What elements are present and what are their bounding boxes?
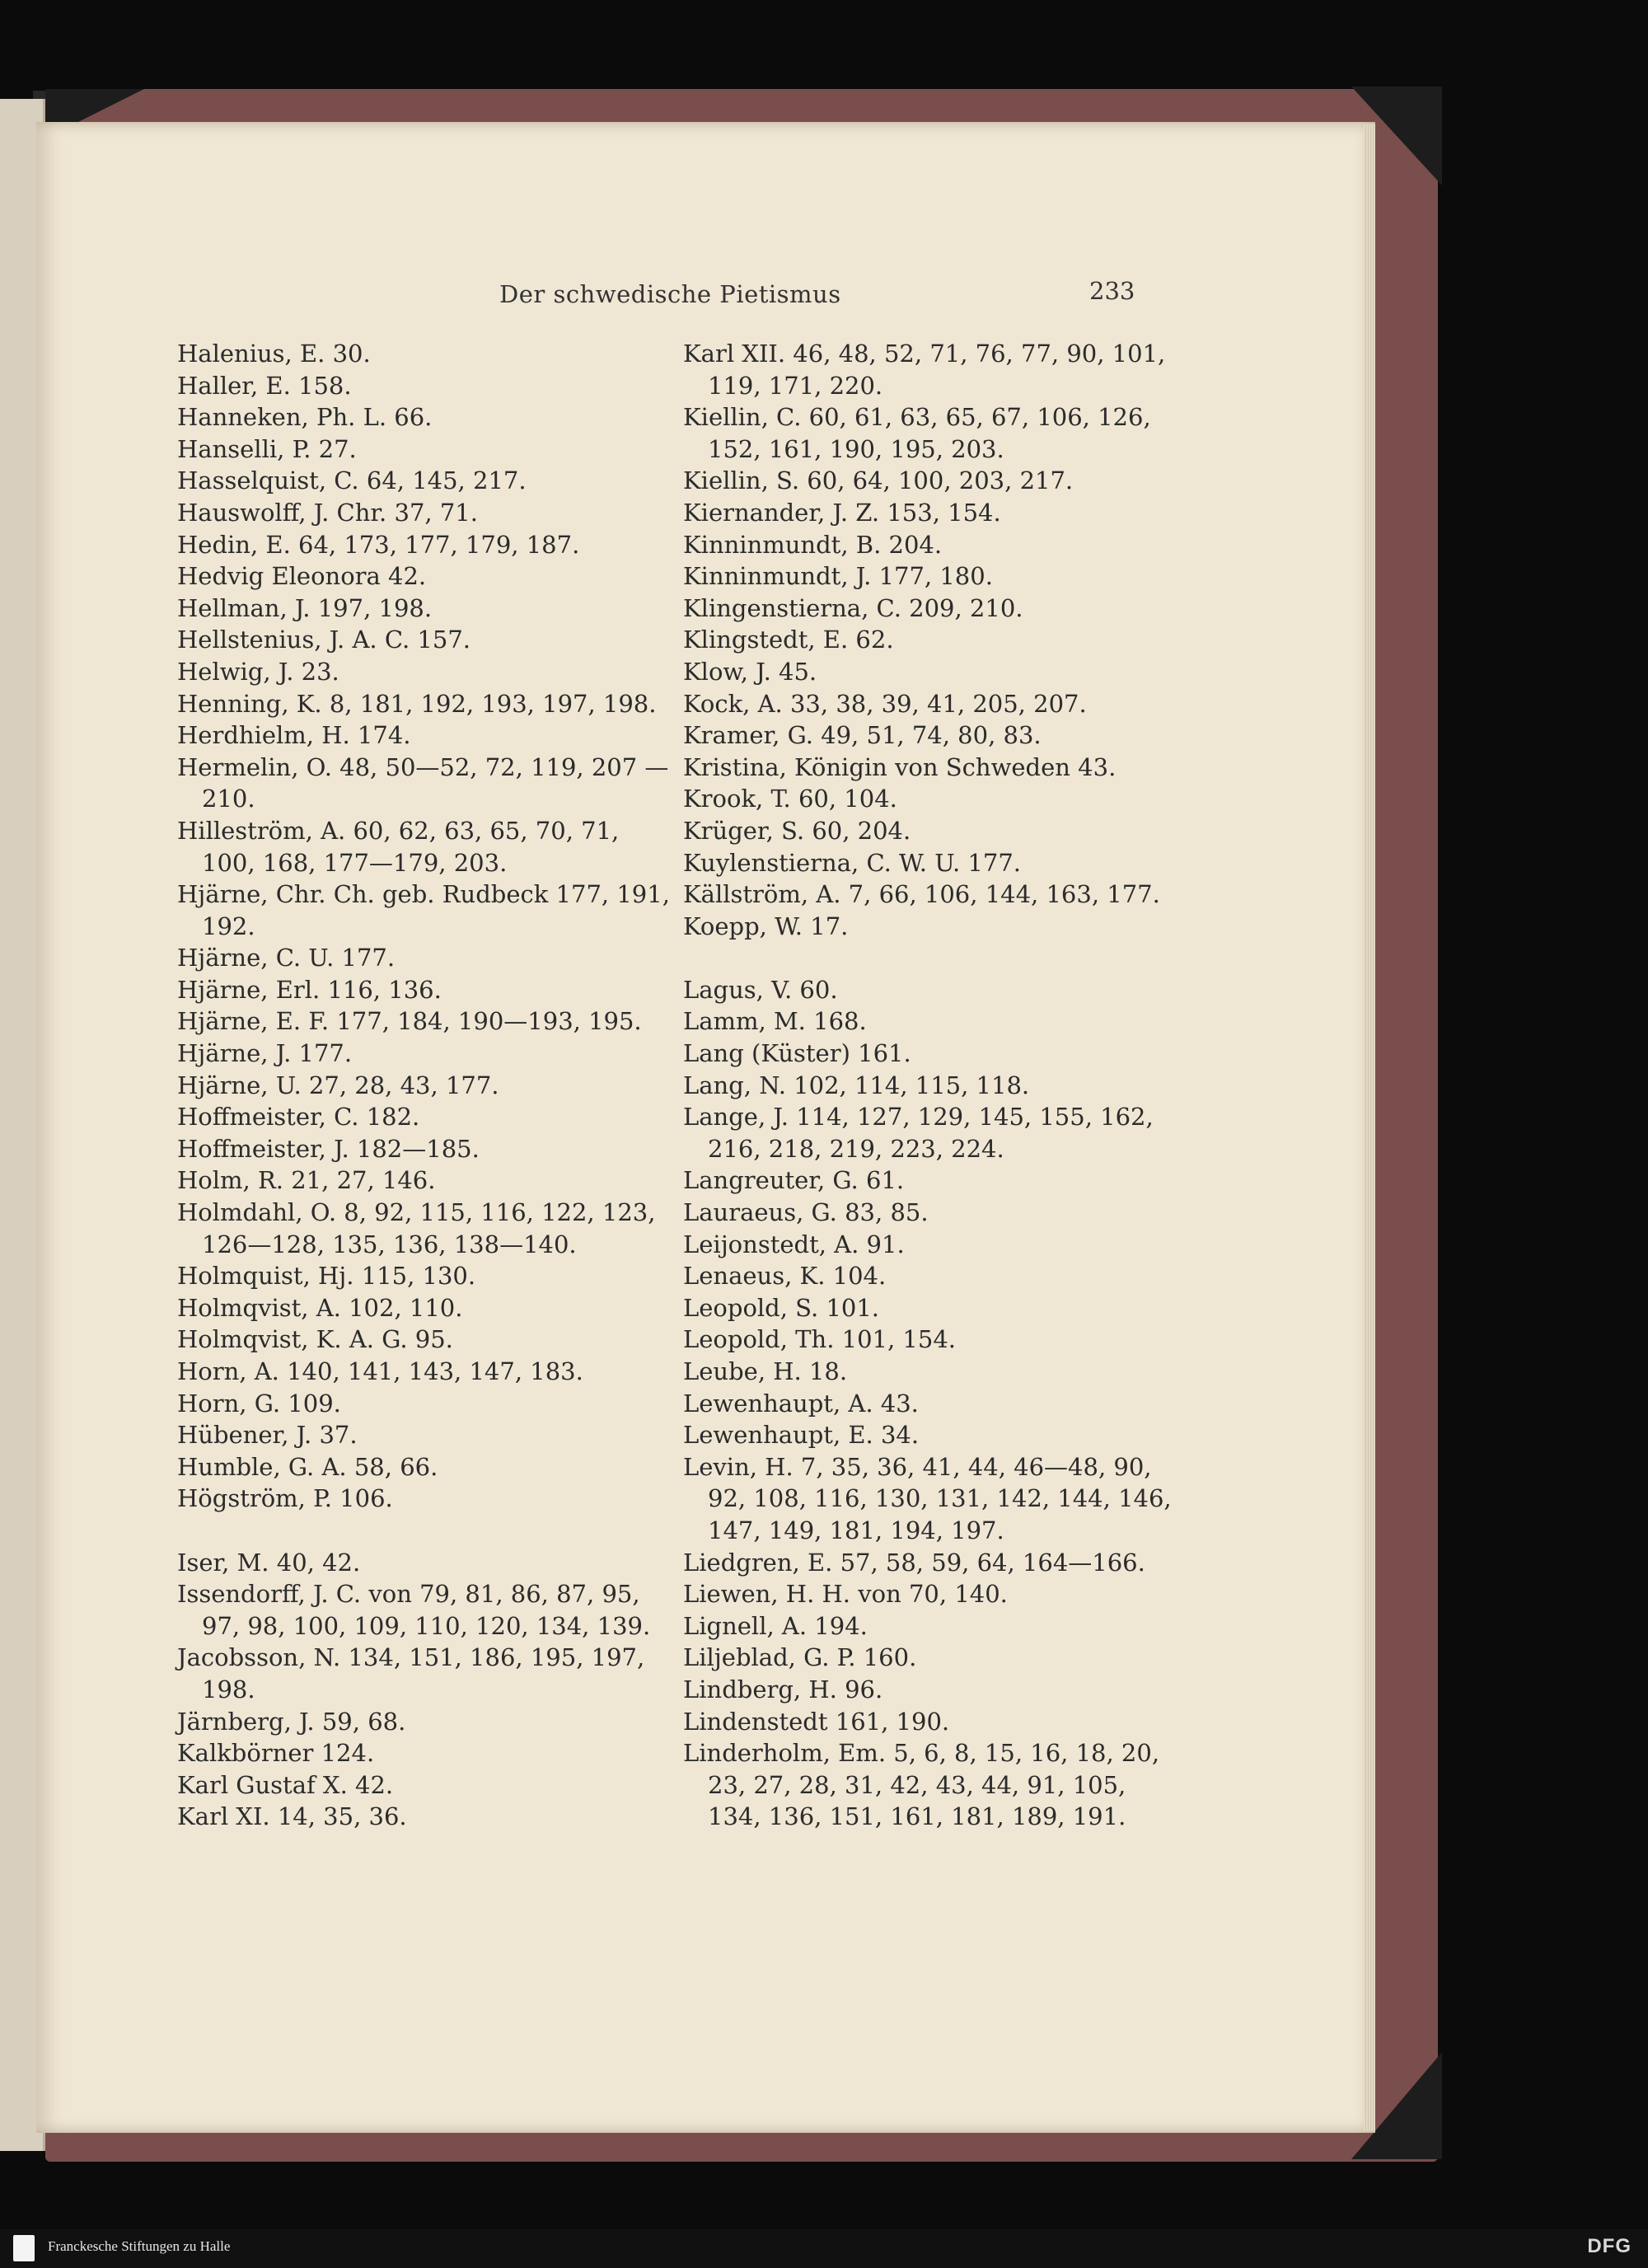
index-entry: Holmqvist, A. 102, 110.: [177, 1293, 463, 1322]
index-entry: Hjärne, J. 177.: [177, 1039, 353, 1068]
index-entry: Hjärne, E. F. 177, 184, 190—193, 195.: [177, 1007, 642, 1036]
index-entry: Lewenhaupt, A. 43.: [683, 1389, 919, 1418]
index-entry: Holmquist, Hj. 115, 130.: [177, 1262, 476, 1291]
page-number: 233: [1089, 277, 1135, 305]
index-entry: Holm, R. 21, 27, 146.: [177, 1166, 436, 1195]
index-entry: Klingstedt, E. 62.: [683, 626, 894, 654]
index-entry: Liedgren, E. 57, 58, 59, 64, 164—166.: [683, 1548, 1145, 1577]
index-entry: Karl Gustaf X. 42.: [177, 1770, 394, 1799]
index-entry: Kiellin, C. 60, 61, 63, 65, 67, 106, 126, 152, 161, 190, 195, 203.: [683, 403, 1151, 463]
institution-logo-icon: [13, 2235, 35, 2261]
index-entry: Lang, N. 102, 114, 115, 118.: [683, 1071, 1030, 1099]
index-entry: Hasselquist, C. 64, 145, 217.: [177, 466, 527, 495]
index-entry: Kinninmundt, B. 204.: [683, 530, 943, 559]
index-entry: Lindenstedt 161, 190.: [683, 1707, 950, 1736]
index-entry: Hjärne, C. U. 177.: [177, 944, 396, 972]
dfg-logo: DFG: [1587, 2235, 1632, 2257]
index-entry: Hellman, J. 197, 198.: [177, 593, 433, 622]
index-entry: Kock, A. 33, 38, 39, 41, 205, 207.: [683, 689, 1087, 718]
index-entry: Lewenhaupt, E. 34.: [683, 1421, 920, 1450]
index-entry: Helwig, J. 23.: [177, 657, 339, 686]
index-entry: Krook, T. 60, 104.: [683, 785, 897, 813]
index-entry: Hanselli, P. 27.: [177, 434, 357, 463]
index-entry: Hjärne, Erl. 116, 136.: [177, 975, 442, 1004]
index-entry: Holmqvist, K. A. G. 95.: [177, 1325, 453, 1354]
index-entry: Langreuter, G. 61.: [683, 1166, 905, 1195]
index-entry: Kristina, Königin von Schweden 43.: [683, 752, 1117, 781]
index-entry: Järnberg, J. 59, 68.: [177, 1707, 406, 1736]
index-entry: Kinninmundt, J. 177, 180.: [683, 562, 993, 591]
index-entry: Hjärne, Chr. Ch. geb. Rudbeck 177, 191, 192.: [177, 880, 670, 940]
index-entry: Karl XII. 46, 48, 52, 71, 76, 77, 90, 101, 119, 171, 220.: [683, 340, 1166, 400]
index-entry: Hedvig Eleonora 42.: [177, 562, 427, 591]
index-column-left: [177, 338, 672, 1833]
index-entry: Hilleström, A. 60, 62, 63, 65, 70, 71, 100, 168, 177—179, 203.: [177, 816, 620, 877]
index-entry: Krüger, S. 60, 204.: [683, 816, 911, 845]
index-column-right: [683, 338, 1177, 1833]
index-entry: Hoffmeister, J. 182—185.: [177, 1134, 480, 1163]
index-entry: Lamm, M. 168.: [683, 1007, 867, 1036]
index-entry: Leube, H. 18.: [683, 1357, 848, 1385]
index-entry: Hauswolff, J. Chr. 37, 71.: [177, 498, 478, 527]
index-entry: Hellstenius, J. A. C. 157.: [177, 626, 471, 654]
section-gap: [683, 942, 1177, 974]
index-entry: Hoffmeister, C. 182.: [177, 1103, 420, 1132]
index-entry: Hedin, E. 64, 173, 177, 179, 187.: [177, 530, 580, 559]
index-entry: Högström, P. 106.: [177, 1484, 393, 1513]
index-entry: Lauraeus, G. 83, 85.: [683, 1198, 929, 1227]
index-entry: Lang (Küster) 161.: [683, 1039, 911, 1068]
index-entry: Levin, H. 7, 35, 36, 41, 44, 46—48, 90, 92, 108, 116, 130, 131, 142, 144, 146, 147, 149, 181, 194, 197.: [683, 1452, 1172, 1544]
index-entry: Linderholm, Em. 5, 6, 8, 15, 16, 18, 20, 23, 27, 28, 31, 42, 43, 44, 91, 105, 134, 136, 151, 161, 181, 189, 191.: [683, 1739, 1160, 1831]
viewer-footer-bar: [0, 2229, 1648, 2268]
index-entry: Haller, E. 158.: [177, 371, 352, 400]
index-entry: Kramer, G. 49, 51, 74, 80, 83.: [683, 721, 1042, 750]
index-entry: Herdhielm, H. 174.: [177, 721, 411, 750]
institution-name: Franckesche Stiftungen zu Halle: [48, 2238, 231, 2254]
index-entry: Lagus, V. 60.: [683, 975, 838, 1004]
index-entry: Kuylenstierna, C. W. U. 177.: [683, 848, 1021, 877]
index-entry: Holmdahl, O. 8, 92, 115, 116, 122, 123, 126—128, 135, 136, 138—140.: [177, 1198, 656, 1258]
index-entry: Lange, J. 114, 127, 129, 145, 155, 162, 216, 218, 219, 223, 224.: [683, 1103, 1154, 1163]
index-entry: Leopold, S. 101.: [683, 1293, 880, 1322]
index-entry: Leijonstedt, A. 91.: [683, 1230, 905, 1258]
index-entry: Kiernander, J. Z. 153, 154.: [683, 498, 1001, 527]
index-entry: Kalkbörner 124.: [177, 1739, 375, 1768]
index-entry: Halenius, E. 30.: [177, 340, 371, 368]
index-entry: Liljeblad, G. P. 160.: [683, 1643, 917, 1672]
index-entry: Lignell, A. 194.: [683, 1611, 868, 1640]
index-entry: Lenaeus, K. 104.: [683, 1262, 887, 1291]
index-entry: Klow, J. 45.: [683, 657, 817, 686]
index-entry: Hermelin, O. 48, 50—52, 72, 119, 207 —210.: [177, 752, 669, 813]
index-entry: Lindberg, H. 96.: [683, 1675, 883, 1703]
index-entry: Hanneken, Ph. L. 66.: [177, 403, 433, 432]
index-entry: Klingenstierna, C. 209, 210.: [683, 593, 1023, 622]
index-entry: Horn, A. 140, 141, 143, 147, 183.: [177, 1357, 583, 1385]
index-entry: Karl XI. 14, 35, 36.: [177, 1802, 407, 1831]
index-entry: Iser, M. 40, 42.: [177, 1548, 361, 1577]
index-entry: Horn, G. 109.: [177, 1389, 341, 1418]
index-entry: Leopold, Th. 101, 154.: [683, 1325, 956, 1354]
section-gap: [177, 1515, 672, 1547]
index-entry: Hübener, J. 37.: [177, 1421, 358, 1450]
page-edges: [1364, 124, 1375, 2131]
index-entry: Källström, A. 7, 66, 106, 144, 163, 177.: [683, 880, 1160, 909]
index-entry: Hjärne, U. 27, 28, 43, 177.: [177, 1071, 499, 1099]
index-entry: Kiellin, S. 60, 64, 100, 203, 217.: [683, 466, 1074, 495]
index-entry: Koepp, W. 17.: [683, 911, 849, 940]
index-entry: Liewen, H. H. von 70, 140.: [683, 1580, 1008, 1609]
running-head: Der schwedische Pietismus: [499, 280, 841, 308]
index-entry: Issendorff, J. C. von 79, 81, 86, 87, 95, 97, 98, 100, 109, 110, 120, 134, 139.: [177, 1580, 651, 1640]
index-entry: Humble, G. A. 58, 66.: [177, 1452, 438, 1481]
index-entry: Jacobsson, N. 134, 151, 186, 195, 197, 198.: [177, 1643, 645, 1703]
index-entry: Henning, K. 8, 181, 192, 193, 197, 198.: [177, 689, 657, 718]
